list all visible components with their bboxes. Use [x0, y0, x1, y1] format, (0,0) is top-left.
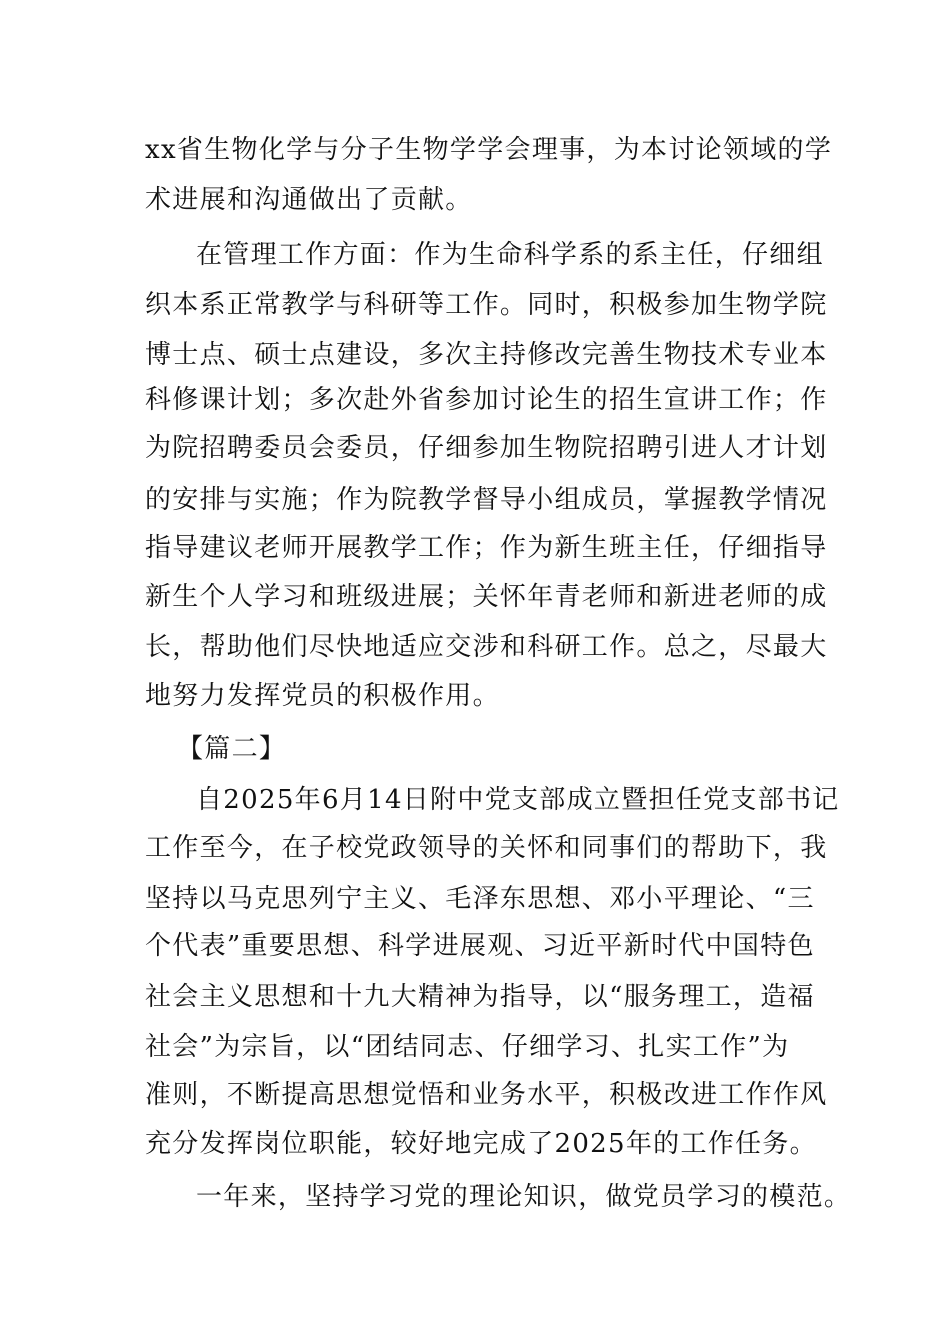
text-line-16: 坚持以马克思列宁主义、毛泽东思想、邓小平理论、“三 [145, 884, 815, 914]
text-line-3: 在管理工作方面：作为生命科学系的系主任，仔细组 [196, 240, 824, 270]
text-line-9: 指导建议老师开展教学工作；作为新生班主任，仔细指导 [145, 533, 828, 563]
text-line-11: 长，帮助他们尽快地适应交涉和科研工作。总之，尽最大 [145, 632, 828, 662]
text-line-22: 一年来，坚持学习党的理论知识，做党员学习的模范。 [196, 1182, 852, 1212]
text-line-12: 地努力发挥党员的积极作用。 [145, 681, 500, 711]
text-line-5: 博士点、硕士点建设，多次主持修改完善生物技术专业本 [145, 340, 828, 370]
text-line-6: 科修课计划；多次赴外省参加讨论生的招生宣讲工作；作 [145, 385, 828, 415]
text-line-21: 充分发挥岗位职能，较好地完成了2025年的工作任务。 [145, 1129, 817, 1159]
text-line-7: 为院招聘委员会委员，仔细参加生物院招聘引进人才计划 [145, 433, 828, 463]
text-line-2: 术进展和沟通做出了贡献。 [145, 185, 473, 215]
text-line-20: 准则，不断提高思想觉悟和业务水平，积极改进工作作风 [145, 1080, 828, 1110]
section-heading: 【篇二】 [177, 734, 287, 764]
text-line-15: 工作至今，在子校党政领导的关怀和同事们的帮助下，我 [145, 833, 828, 863]
text-line-17: 个代表”重要思想、科学进展观、习近平新时代中国特色 [145, 931, 815, 961]
text-line-4: 织本系正常教学与科研等工作。同时，积极参加生物学院 [145, 290, 828, 320]
text-line-10: 新生个人学习和班级进展；关怀年青老师和新进老师的成 [145, 582, 828, 612]
text-line-14: 自2025年6月14日附中党支部成立暨担任党支部书记 [196, 785, 840, 815]
text-line-19: 社会”为宗旨，以“团结同志、仔细学习、扎实工作”为 [145, 1032, 790, 1062]
text-line-1: xx省生物化学与分子生物学学会理事，为本讨论领域的学 [145, 135, 833, 165]
text-line-8: 的安排与实施；作为院教学督导小组成员，掌握教学情况 [145, 485, 828, 515]
text-line-18: 社会主义思想和十九大精神为指导，以“服务理工，造福 [145, 982, 815, 1012]
